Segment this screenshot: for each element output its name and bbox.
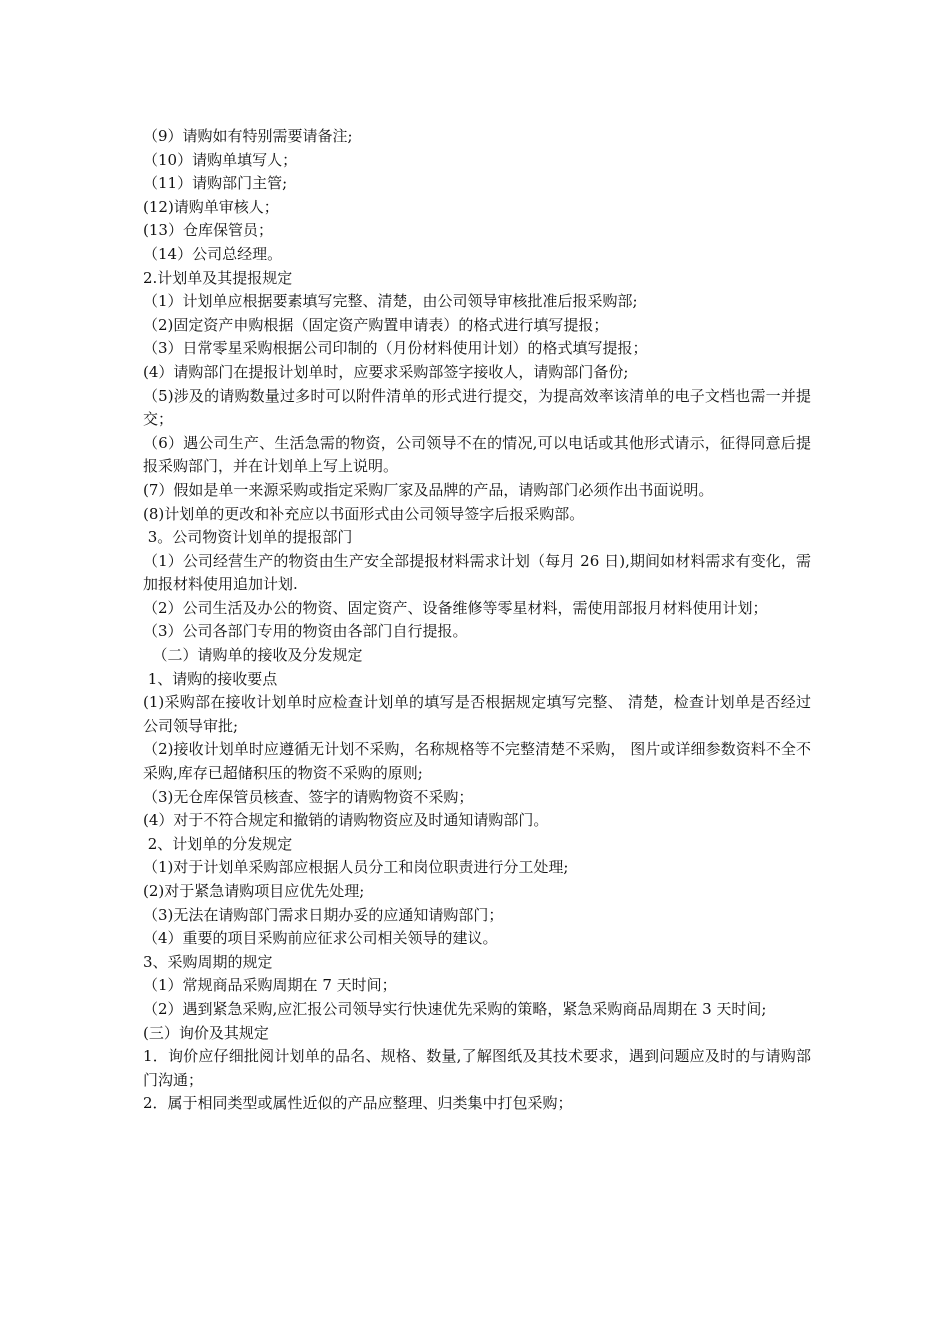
document-paragraph: (8)计划单的更改和补充应以书面形式由公司领导签字后报采购部。 xyxy=(143,504,585,523)
document-paragraph: （2）遇到紧急采购,应汇报公司领导实行快速优先采购的策略，紧急采购商品周期在 3 天时间; xyxy=(143,999,767,1018)
document-paragraph: （1）常规商品采购周期在 7 天时间； xyxy=(143,976,397,995)
document-paragraph: (4）请购部门在提报计划单时，应要求采购部签字接收人，请购部门备份; xyxy=(143,362,629,381)
document-paragraph: （3）公司各部门专用的物资由各部门自行提报。 xyxy=(143,622,468,641)
document-paragraph: （3)无仓库保管员核查、签字的请购物资不采购； xyxy=(143,787,474,806)
document-paragraph: 1、请购的接收要点 xyxy=(143,669,278,688)
document-paragraph: (2)对于紧急请购项目应优先处理; xyxy=(143,882,365,900)
document-paragraph: 2．属于相同类型或属性近似的产品应整理、归类集中打包采购； xyxy=(143,1094,573,1113)
document-paragraph: (7）假如是单一来源采购或指定采购厂家及品牌的产品，请购部门必须作出书面说明。 xyxy=(143,480,714,499)
document-paragraph: （10）请购单填写人； xyxy=(143,150,298,169)
document-paragraph: (13）仓库保管员； xyxy=(143,221,273,240)
document-paragraph: （6）遇公司生产、生活急需的物资，公司领导不在的情况,可以电话或其他形式请示，征得同意后提报采购部门，并在计划单上写上说明。 xyxy=(143,433,811,476)
document-paragraph: （9）请购如有特别需要请备注; xyxy=(143,127,353,145)
document-paragraph: （14）公司总经理。 xyxy=(143,244,283,263)
document-paragraph: （二）请购单的接收及分发规定 xyxy=(143,646,363,665)
document-paragraph: (三）询价及其规定 xyxy=(143,1023,269,1042)
document-body xyxy=(143,125,811,1116)
document-paragraph: (12)请购单审核人； xyxy=(143,197,279,216)
document-paragraph: （2)固定资产申购根据（固定资产购置申请表）的格式进行填写提报； xyxy=(143,315,609,334)
document-paragraph: (1)采购部在接收计划单时应检查计划单的填写是否根据规定填写完整、 清楚，检查计划单是否经过公司领导审批; xyxy=(143,693,811,735)
document-paragraph: （1)对于计划单采购部应根据人员分工和岗位职责进行分工处理; xyxy=(143,858,569,877)
document-paragraph: 3、采购周期的规定 xyxy=(143,952,273,971)
document-paragraph: （11）请购部门主管; xyxy=(143,174,288,193)
document-paragraph: （4）重要的项目采购前应征求公司相关领导的建议。 xyxy=(143,929,498,948)
document-paragraph: （1）公司经营生产的物资由生产安全部提报材料需求计划（每月 26 日),期间如材料需求有变化，需加报材料使用追加计划. xyxy=(143,551,811,594)
document-paragraph: （3)无法在请购部门需求日期办妥的应通知请购部门； xyxy=(143,905,504,924)
document-paragraph: 2.计划单及其提报规定 xyxy=(143,268,293,287)
document-paragraph: （2）公司生活及办公的物资、固定资产、设备维修等零星材料，需使用部报月材料使用计划； xyxy=(143,598,768,617)
document-paragraph: （3）日常零星采购根据公司印制的（月份材料使用计划）的格式填写提报； xyxy=(143,339,648,358)
document-paragraph: （1）计划单应根据要素填写完整、清楚，由公司领导审核批准后报采购部; xyxy=(143,292,638,311)
document-paragraph: (4）对于不符合规定和撤销的请购物资应及时通知请购部门。 xyxy=(143,811,549,830)
document-paragraph: 3。公司物资计划单的提报部门 xyxy=(143,528,353,547)
document-paragraph: 2、计划单的分发规定 xyxy=(143,834,293,853)
document-paragraph: （2)接收计划单时应遵循无计划不采购，名称规格等不完整清楚不采购， 图片或详细参数资料不全不采购,库存已超储积压的物资不采购的原则; xyxy=(143,740,811,783)
document-paragraph: 1．询价应仔细批阅计划单的品名、规格、数量,了解图纸及其技术要求，遇到问题应及时的与请购部门沟通； xyxy=(143,1047,811,1089)
document-paragraph: （5)涉及的请购数量过多时可以附件清单的形式进行提交，为提高效率该清单的电子文档也需一并提交； xyxy=(143,386,811,429)
